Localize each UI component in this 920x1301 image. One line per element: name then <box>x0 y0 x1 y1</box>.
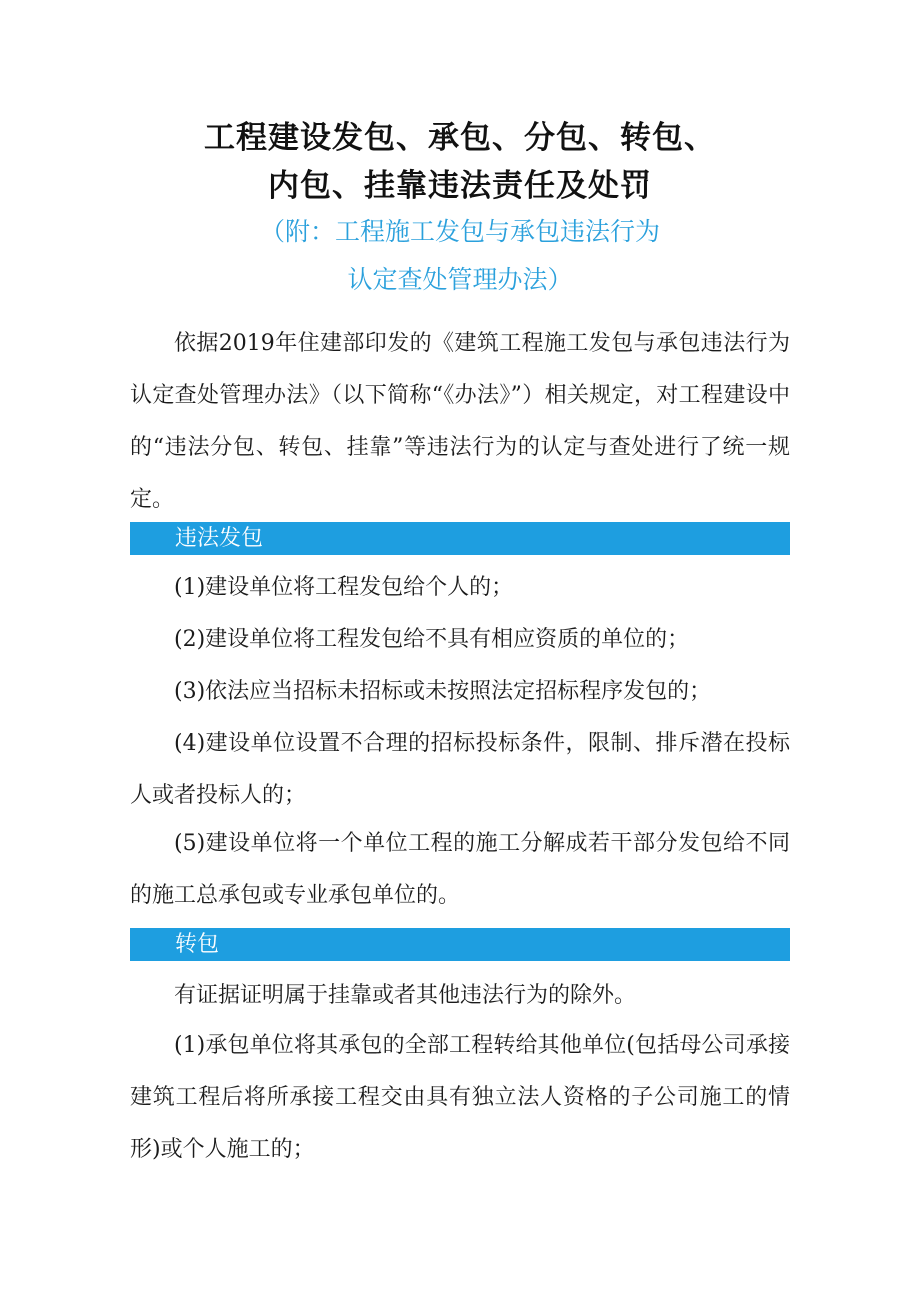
list-item: (1)建设单位将工程发包给个人的； <box>174 575 514 600</box>
intro-paragraph: 依据2019年住建部印发的《建筑工程施工发包与承包违法行为认定查处管理办法》（以下简称“《办法》”）相关规定，对工程建设中的“违法分包、转包、挂靠”等违法行为的认定与查处进行了统一规定。 <box>130 331 790 512</box>
section-lead-paragraph: 有证据证明属于挂靠或者其他违法行为的除外。 <box>174 983 637 1008</box>
section-heading-bar <box>130 522 790 555</box>
list-item: (3)依法应当招标未招标或未按照法定招标程序发包的； <box>174 679 712 704</box>
list-item: (5)建设单位将一个单位工程的施工分解成若干部分发包给不同的施工总承包或专业承包单位的。 <box>130 831 790 908</box>
subtitle-line-1: （附：工程施工发包与承包违法行为 <box>259 217 660 246</box>
title-line-1: 工程建设发包、承包、分包、转包、 <box>204 120 716 156</box>
subtitle-line-2: 认定查处管理办法） <box>347 265 573 294</box>
title-line-2: 内包、挂靠违法责任及处罚 <box>268 168 652 204</box>
list-item: (4)建设单位设置不合理的招标投标条件，限制、排斥潜在投标人或者投标人的； <box>130 731 790 808</box>
list-item: (2)建设单位将工程发包给不具有相应资质的单位的； <box>174 627 690 652</box>
section-heading: 违法发包 <box>175 526 264 551</box>
section-heading: 转包 <box>175 932 220 957</box>
section-heading-bar <box>130 928 790 961</box>
list-item: (1)承包单位将其承包的全部工程转给其他单位(包括母公司承接建筑工程后将所承接工程交由具有独立法人资格的子公司施工的情形)或个人施工的； <box>130 1033 790 1162</box>
